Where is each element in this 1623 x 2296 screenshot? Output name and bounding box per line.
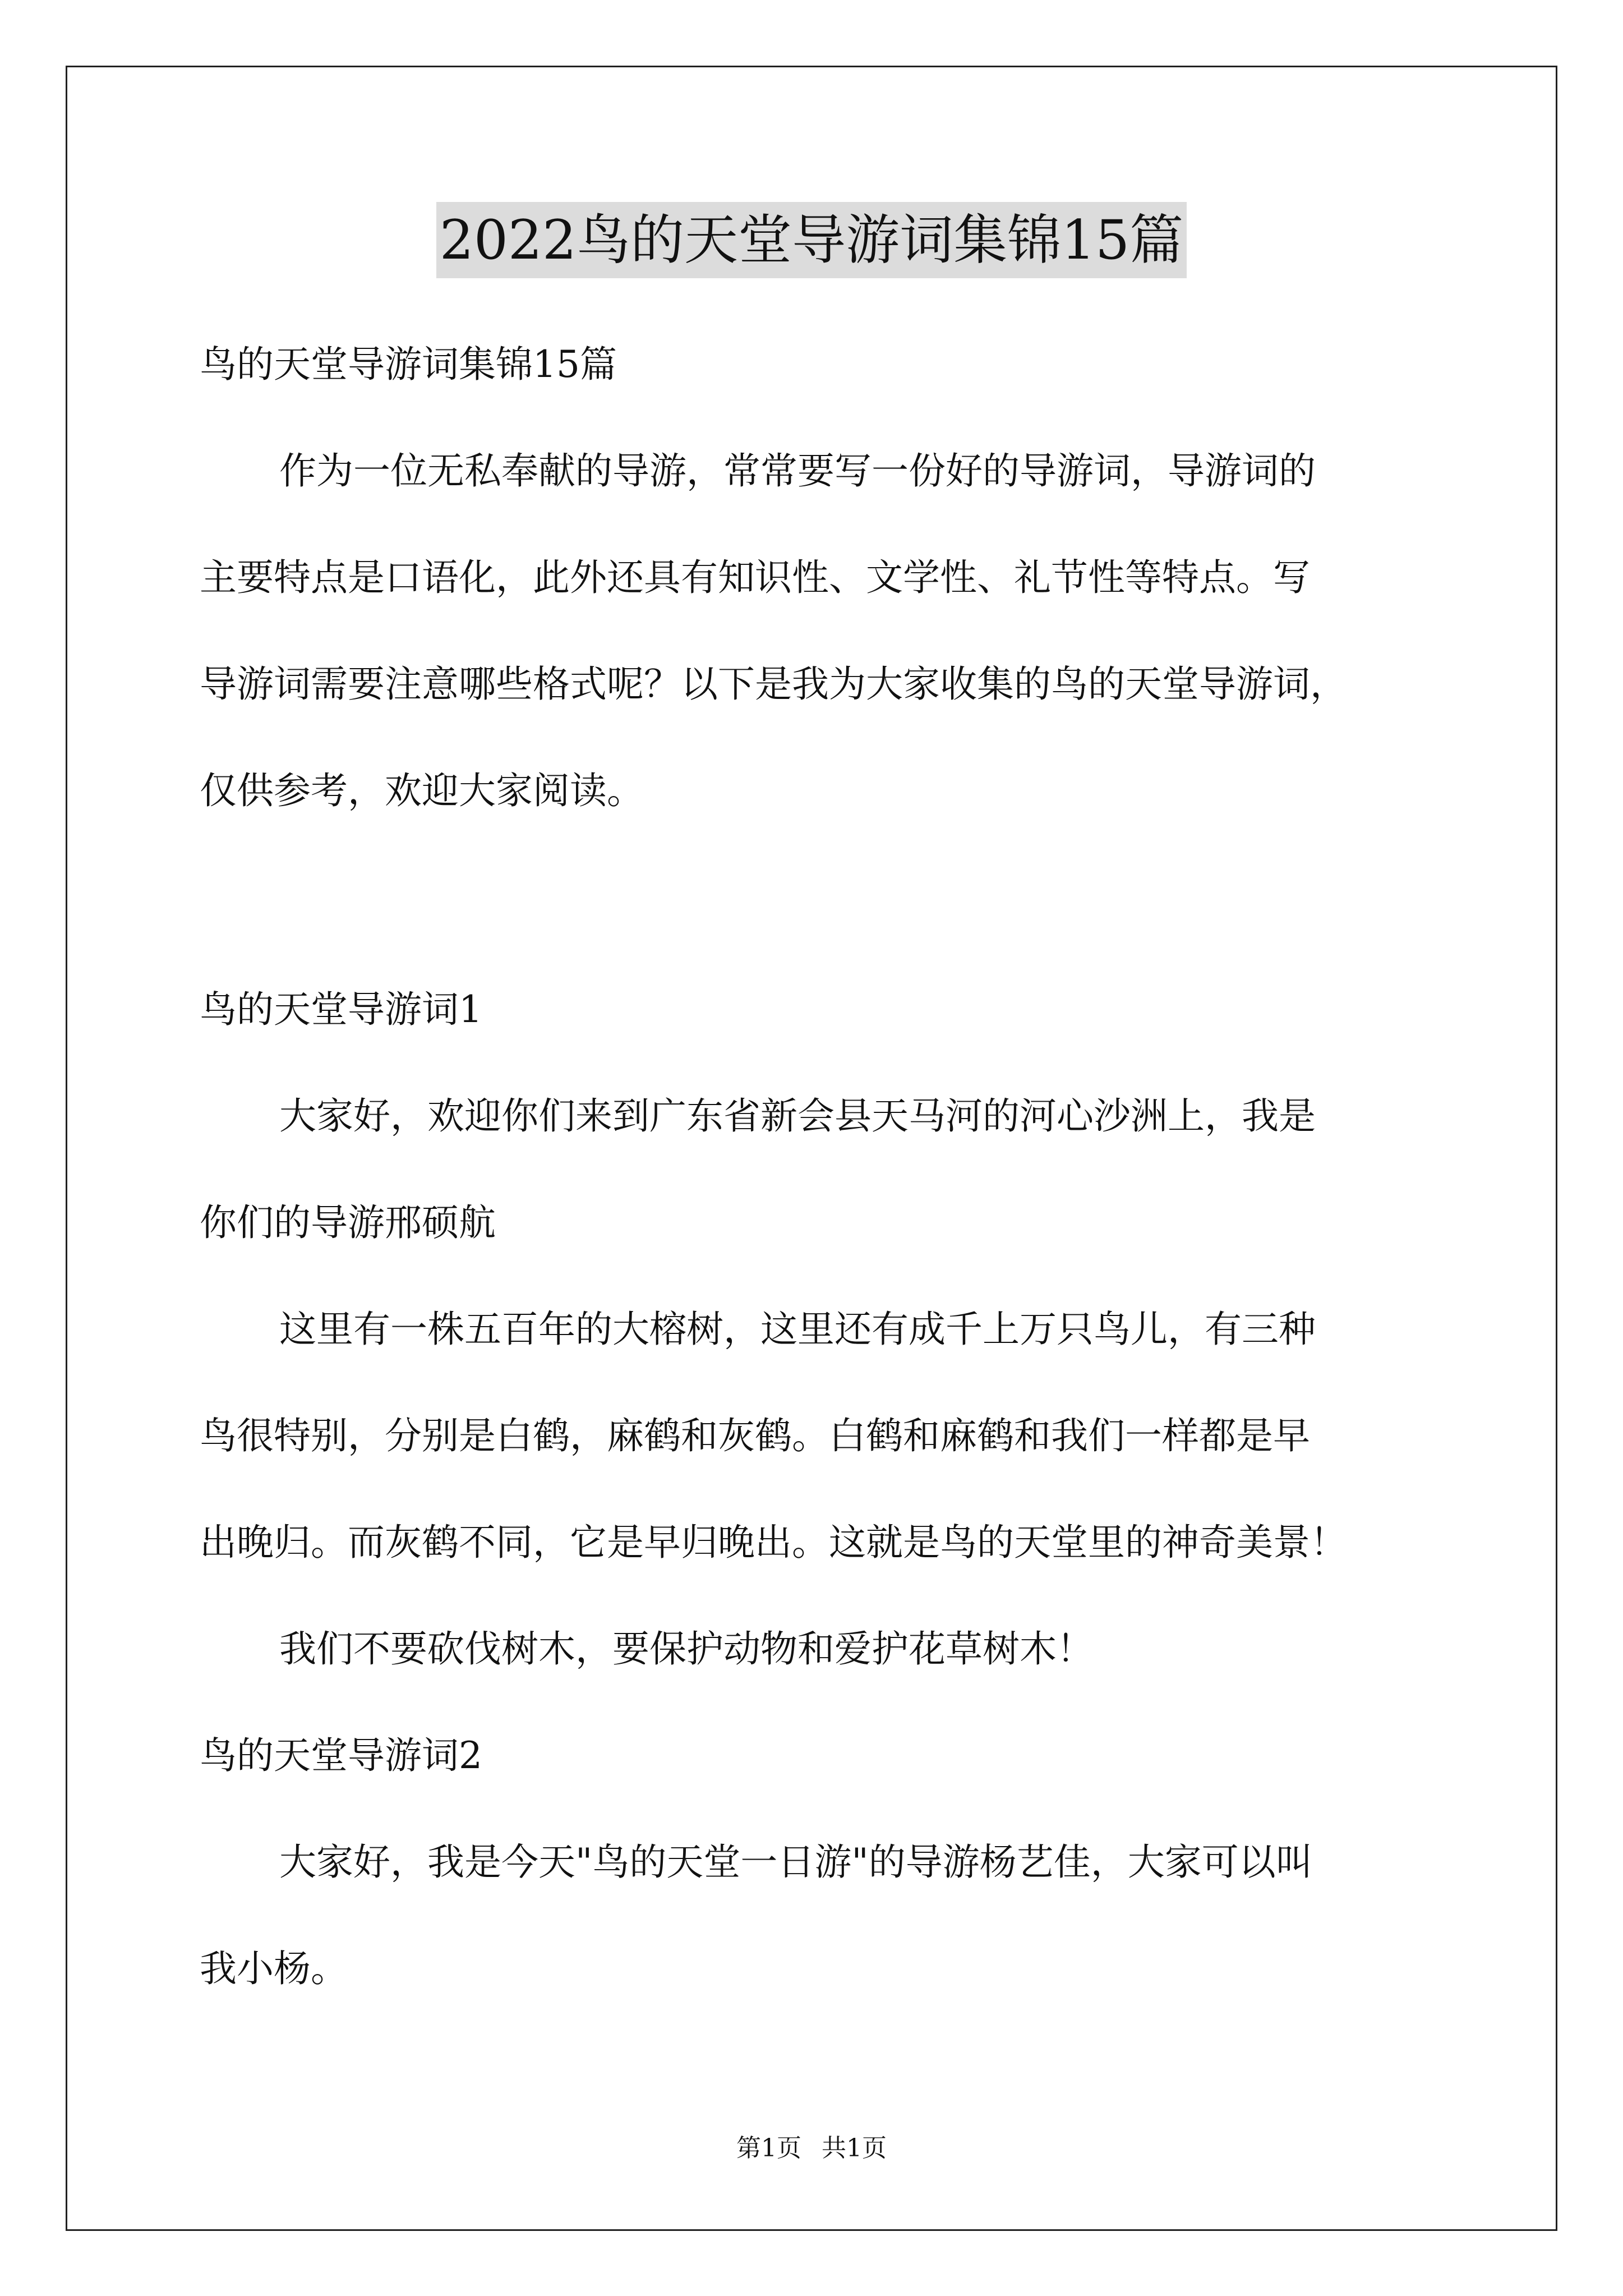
paragraph-line: 主要特点是口语化，此外还具有知识性、文学性、礼节性等特点。写 bbox=[200, 556, 1310, 599]
paragraph-line: 鸟很特别，分别是白鹤，麻鹤和灰鹤。白鹤和麻鹤和我们一样都是早 bbox=[200, 1414, 1310, 1457]
page-count: 共1页 bbox=[822, 2134, 887, 2162]
title-container bbox=[0, 202, 1623, 278]
paragraph-line: 你们的导游邢硕航 bbox=[200, 1201, 496, 1244]
section-heading: 鸟的天堂导游词2 bbox=[200, 1734, 482, 1777]
page-number: 第1页 bbox=[736, 2134, 801, 2162]
paragraph-line: 导游词需要注意哪些格式呢？以下是我为大家收集的鸟的天堂导游词， bbox=[200, 662, 1347, 706]
paragraph-line: 大家好，欢迎你们来到广东省新会县天马河的河心沙洲上，我是 bbox=[279, 1094, 1316, 1138]
section-heading: 鸟的天堂导游词1 bbox=[200, 988, 482, 1031]
paragraph-line: 作为一位无私奉献的导游，常常要写一份好的导游词，导游词的 bbox=[279, 449, 1316, 493]
page-footer bbox=[0, 2132, 1623, 2165]
paragraph-line: 我们不要砍伐树木，要保护动物和爱护花草树木！ bbox=[279, 1627, 1094, 1671]
paragraph-line: 这里有一株五百年的大榕树，这里还有成千上万只鸟儿，有三种 bbox=[279, 1308, 1316, 1351]
paragraph-line: 我小杨。 bbox=[200, 1947, 348, 1990]
paragraph-line: 仅供参考，欢迎大家阅读。 bbox=[200, 769, 644, 812]
paragraph-line: 出晚归。而灰鹤不同，它是早归晚出。这就是鸟的天堂里的神奇美景！ bbox=[200, 1521, 1347, 1564]
paragraph-line: 大家好，我是今天"鸟的天堂一日游"的导游杨艺佳，大家可以叫 bbox=[279, 1841, 1313, 1884]
section-heading: 鸟的天堂导游词集锦15篇 bbox=[200, 343, 617, 386]
document-title: 2022鸟的天堂导游词集锦15篇 bbox=[436, 202, 1187, 278]
